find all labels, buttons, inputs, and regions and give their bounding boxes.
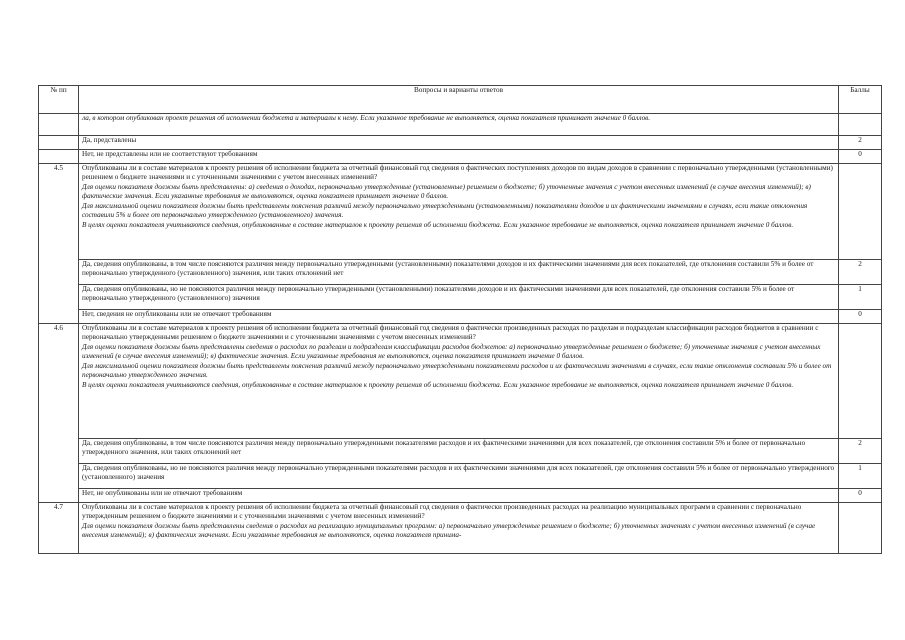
header-question: Вопросы и варианты ответов	[79, 86, 839, 114]
question-note: Для оценки показателя должны быть представлены: а) сведения о доходах, первоначально утвержденные (установленные) решением о бюджете; б) уточненные значения с учетом внесенных изменений (в случае внесения изменений); в) фактические значения. Если указанные требования не выполняются, оценка показателя принимает значение 0 баллов.	[82, 183, 811, 200]
number-cell	[39, 150, 79, 164]
question-note: Для максимальной оценки показателя должны быть представлены пояснения различий между первоначально утвержденными показателями расходов и их фактическими значениями в случаях, если такие отклонения составили 5% и более от первоначально утвержденного значения.	[82, 362, 832, 379]
item-number: 4.5	[39, 164, 79, 324]
question-note: Для максимальной оценки показателя должны быть представлены пояснения различий между первоначально утвержденными (установленными) показателями доходов и их фактическими значениями в случаях, если такие отклонения составили 5% и более от первоначально утвержденного (установленного) значения.	[82, 202, 808, 219]
score-value: 1	[839, 464, 882, 489]
answer-option: Нет, не опубликованы или не отвечают требованиям	[79, 489, 839, 503]
table-row	[39, 310, 882, 324]
table-row	[39, 285, 882, 310]
question-note: Для оценки показателя должны быть представлены сведения о расходах на реализацию муниципальных программ: а) первоначально утвержденные решением о бюджете; б) уточненных значениях с учетом внесенных изменений (в случае внесения изменений); в) фактических значениях. Если указанные требования не выполняются, оценка показателя принима-	[82, 522, 816, 539]
question-cell	[79, 324, 839, 439]
question-cell	[79, 503, 839, 554]
answer-option: Нет, сведения не опубликованы или не отвечают требованиям	[79, 310, 839, 324]
answer-option: Да, сведения опубликованы, но не поясняются различия между первоначально утвержденными (установленными) показателями доходов и их фактическими значениями для всех показателей, где отклонения составили 5% и более от первоначально утвержденного (установленного) значения	[79, 285, 839, 310]
score-value: 0	[839, 489, 882, 503]
question-note: В целях оценки показателя учитываются сведения, опубликованные в составе материалов к проекту решения об исполнении бюджета. Если указанное требование не выполняется, оценка показателя принимает значение 0 баллов.	[82, 381, 794, 389]
table-row	[39, 489, 882, 503]
answer-option: Да, сведения опубликованы, в том числе поясняются различия между первоначально утвержденными (установленными) показателями доходов и их фактическими значениями для всех показателей, где отклонения составили 5% и более от первоначально утвержденного (установленного) значения, или таких отклонений нет	[79, 260, 839, 285]
number-cell	[39, 136, 79, 150]
table-row	[39, 260, 882, 285]
table-header-row	[39, 86, 882, 114]
score-value: 2	[839, 136, 882, 150]
answer-option: Да, сведения опубликованы, но не поясняются различия между первоначально утвержденными показателями расходов и их фактическими значениями для всех показателей, где отклонения составили 5% и более от первоначально утвержденного (установленного) значения	[79, 464, 839, 489]
score-value: 1	[839, 285, 882, 310]
answer-option: Да, представлены	[79, 136, 839, 150]
question-text: Опубликованы ли в составе материалов к проекту решения об исполнении бюджета за отчетный финансовый год сведения о фактически произведенных расходах по разделам и подразделам классификации расходов бюджетов в сравнении с первоначально утвержденными решением о бюджете значениями и с уточненными значениями с учетом внесенных изменений?	[82, 324, 819, 341]
question-text: Опубликованы ли в составе материалов к проекту решения об исполнении бюджета за отчетный финансовый год сведения о фактически произведенных расходах на реализацию муниципальных программ в сравнении с первоначально утвержденным решением о бюджете значениями и с уточненными значениями с учетом внесенных изменений?	[82, 503, 802, 520]
answer-option: Да, сведения опубликованы, в том числе поясняются различия между первоначально утвержденными показателями расходов и их фактическими значениями для всех показателей, где отклонения составили 5% и более от первоначально утвержденного значения, или таких отклонений нет	[79, 439, 839, 464]
criteria-table	[38, 85, 882, 554]
table-row	[39, 136, 882, 150]
table-row	[39, 114, 882, 136]
score-cell	[839, 164, 882, 260]
score-value: 0	[839, 150, 882, 164]
question-cell	[79, 164, 839, 260]
continued-text: ла, в котором опубликован проект решения об исполнении бюджета и материалы к нему. Если указанное требование не выполняется, оценка показателя принимает значение 0 баллов.	[82, 114, 651, 122]
question-note: В целях оценки показателя учитываются сведения, опубликованные в составе материалов к проекту решения об исполнении бюджета. Если указанное требование не выполняется, оценка показателя принимает значение 0 баллов.	[82, 221, 794, 229]
table-row	[39, 464, 882, 489]
table-row	[39, 324, 882, 439]
score-value: 0	[839, 310, 882, 324]
item-number: 4.7	[39, 503, 79, 554]
score-cell	[839, 324, 882, 439]
header-number: № пп	[39, 86, 79, 114]
table-row	[39, 150, 882, 164]
score-value: 2	[839, 439, 882, 464]
question-text: Опубликованы ли в составе материалов к проекту решения об исполнении бюджета за отчетный финансовый год сведения о фактических поступлениях доходов по видам доходов в сравнении с первоначально утвержденными (установленными) решением о бюджете значениями и с уточненными значениями с учетом внесенных изменений?	[82, 164, 833, 181]
score-value: 2	[839, 260, 882, 285]
number-cell	[39, 114, 79, 136]
question-cell	[79, 114, 839, 136]
score-cell	[839, 114, 882, 136]
table-row	[39, 503, 882, 554]
score-cell	[839, 503, 882, 554]
header-score: Баллы	[839, 86, 882, 114]
table-row	[39, 439, 882, 464]
answer-option: Нет, не представлены или не соответствуют требованиям	[79, 150, 839, 164]
item-number: 4.6	[39, 324, 79, 503]
table-row	[39, 164, 882, 260]
question-note: Для оценки показателя должны быть представлены сведения о расходах по разделам и подразделам классификации расходов бюджетов: а) первоначально утвержденные решением о бюджете; б) уточненные значения с учетом внесенных изменений (в случае внесения изменений); в) фактические значения. Если указанные требования не выполняются, оценка показателя принимает значение 0 баллов.	[82, 343, 821, 360]
